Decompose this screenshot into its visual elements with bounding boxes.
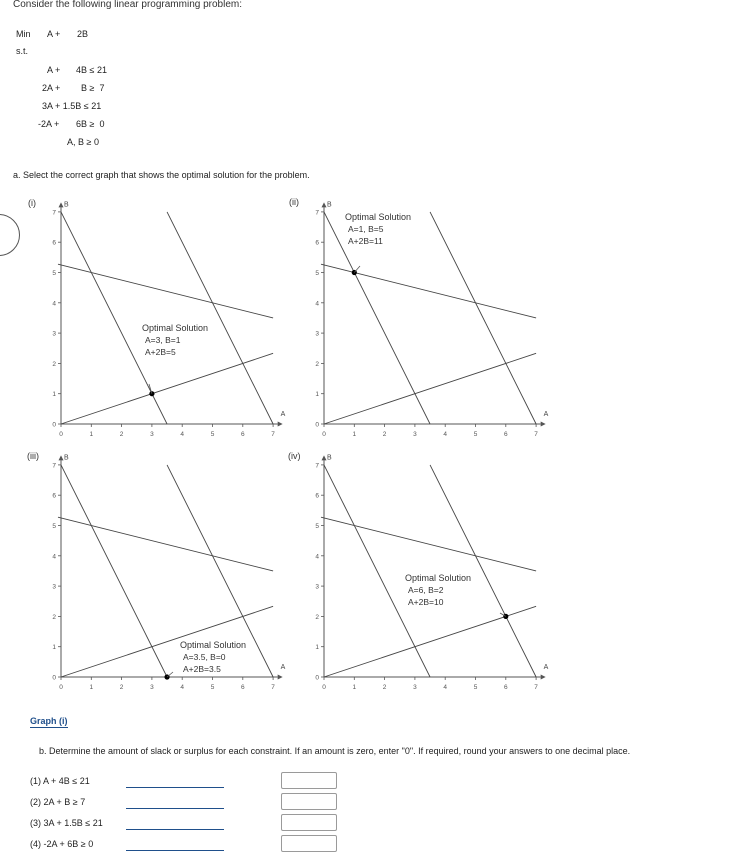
- x-tick-label: 5: [473, 684, 478, 691]
- constraint-line-1: [321, 517, 536, 571]
- y-tick-label: 2: [315, 613, 319, 621]
- x-tick-label: 1: [352, 431, 357, 438]
- x-tick-label: 1: [89, 431, 94, 438]
- y-tick-label: 0: [52, 674, 56, 682]
- slack-row-4-answer-box[interactable]: [281, 835, 337, 852]
- optimal-annotation-line-1: Optimal Solution: [180, 640, 247, 650]
- y-tick-label: 4: [315, 300, 319, 308]
- x-tick-label: 4: [443, 684, 448, 691]
- constraint-line-2: [61, 465, 167, 677]
- x-tick-label: 5: [210, 431, 215, 438]
- x-axis-arrow: [541, 675, 546, 680]
- constraint-4-lhs: -2A +: [38, 119, 60, 129]
- x-tick-label: 7: [534, 684, 538, 691]
- optimal-annotation-line-1: Optimal Solution: [142, 323, 209, 333]
- y-axis-label: B: [327, 454, 332, 462]
- graph-label-i: (i): [28, 198, 36, 208]
- y-tick-label: 4: [52, 553, 56, 561]
- constraint-line-1: [58, 264, 273, 318]
- selected-graph-link[interactable]: Graph (i): [30, 716, 68, 726]
- x-tick-label: 3: [150, 431, 154, 438]
- annotation-leader-line: [167, 672, 173, 677]
- x-tick-label: 5: [210, 684, 215, 691]
- x-tick-label: 0: [59, 684, 63, 691]
- y-axis-arrow: [322, 455, 327, 460]
- x-tick-label: 6: [503, 431, 508, 438]
- y-axis-arrow: [322, 202, 327, 207]
- slack-row-1-answer-box[interactable]: [281, 772, 337, 789]
- x-tick-label: 3: [150, 684, 154, 691]
- x-tick-label: 7: [534, 431, 538, 438]
- x-axis-label: A: [280, 411, 286, 418]
- y-tick-label: 3: [52, 583, 56, 591]
- x-axis-label: A: [280, 664, 286, 671]
- constraint-2-rhs: B ≥ 7: [81, 83, 105, 93]
- x-tick-label: 2: [382, 684, 387, 691]
- y-tick-label: 6: [52, 492, 56, 500]
- y-tick-label: 1: [52, 644, 56, 652]
- y-axis-label: B: [327, 201, 332, 209]
- slack-row-2-answer-box[interactable]: [281, 793, 337, 810]
- x-axis-label: A: [543, 664, 549, 671]
- slack-row-1-label: (1) A + 4B ≤ 21: [30, 776, 90, 786]
- optimal-annotation-line-3: A+2B=10: [408, 597, 444, 607]
- x-tick-label: 2: [119, 684, 124, 691]
- y-tick-label: 5: [315, 270, 319, 277]
- optimal-annotation-line-3: A+2B=11: [348, 236, 383, 246]
- y-tick-label: 7: [315, 209, 319, 217]
- x-axis-arrow: [278, 422, 283, 427]
- graph-i[interactable]: [52, 201, 285, 438]
- optimal-annotation-line-2: A=1, B=5: [348, 224, 384, 234]
- y-tick-label: 1: [315, 644, 319, 652]
- slack-row-3-input[interactable]: [126, 829, 224, 830]
- x-axis-arrow: [541, 422, 546, 427]
- x-axis-arrow: [278, 675, 283, 680]
- slack-row-3-label: (3) 3A + 1.5B ≤ 21: [30, 818, 103, 828]
- y-tick-label: 6: [315, 239, 319, 247]
- y-tick-label: 3: [315, 330, 319, 338]
- optimal-annotation-line-2: A=6, B=2: [408, 585, 444, 595]
- y-tick-label: 5: [52, 270, 56, 277]
- x-tick-label: 6: [240, 684, 245, 691]
- slack-row-2-input[interactable]: [126, 808, 224, 809]
- y-axis-label: B: [64, 201, 69, 209]
- y-axis-label: B: [64, 454, 69, 462]
- graph-iii[interactable]: [52, 454, 285, 691]
- x-tick-label: 0: [322, 684, 326, 691]
- constraint-4-rhs: 6B ≥ 0: [76, 119, 105, 129]
- constraint-line-4: [61, 353, 273, 424]
- x-tick-label: 7: [271, 684, 275, 691]
- x-tick-label: 4: [443, 431, 448, 438]
- y-tick-label: 4: [315, 553, 319, 561]
- y-tick-label: 4: [52, 300, 56, 308]
- slack-row-4-label: (4) -2A + 6B ≥ 0: [30, 839, 94, 849]
- y-tick-label: 7: [52, 462, 56, 470]
- problem-intro: Consider the following linear programming problem:: [13, 0, 242, 10]
- x-tick-label: 3: [413, 684, 417, 691]
- x-tick-label: 4: [180, 431, 185, 438]
- y-tick-label: 5: [52, 523, 56, 530]
- graph-iv[interactable]: [315, 454, 548, 691]
- y-tick-label: 3: [315, 583, 319, 591]
- constraint-line-3: [430, 212, 536, 424]
- slack-row-1-input[interactable]: [126, 787, 224, 788]
- y-tick-label: 6: [52, 239, 56, 247]
- x-tick-label: 3: [413, 431, 417, 438]
- graph-label-iii: (iii): [27, 451, 39, 461]
- objective-term-b: 2B: [77, 29, 89, 39]
- y-tick-label: 1: [315, 391, 319, 399]
- constraint-2-lhs: 2A +: [42, 83, 61, 93]
- optimal-annotation-line-1: Optimal Solution: [405, 573, 472, 583]
- constraint-1-lhs: A +: [47, 65, 61, 75]
- constraint-3: 3A + 1.5B ≤ 21: [42, 101, 102, 111]
- y-axis-arrow: [59, 202, 64, 207]
- graph-label-iv: (iv): [288, 451, 301, 461]
- x-tick-label: 5: [473, 431, 478, 438]
- subject-to-label: s.t.: [16, 46, 29, 56]
- constraint-line-3: [167, 212, 273, 424]
- slack-row-4-input[interactable]: [126, 850, 224, 851]
- y-axis-arrow: [59, 455, 64, 460]
- part-b-question: b. Determine the amount of slack or surplus for each constraint. If an amount is zero, enter "0". If required, round your answers to one decimal place.: [39, 746, 631, 756]
- constraint-line-2: [324, 465, 430, 677]
- graph-label-ii: (ii): [289, 197, 299, 207]
- constraint-line-4: [324, 353, 536, 424]
- y-tick-label: 5: [315, 523, 319, 530]
- y-tick-label: 0: [52, 421, 56, 429]
- x-tick-label: 6: [240, 431, 245, 438]
- optimal-annotation-line-2: A=3, B=1: [145, 335, 181, 345]
- slack-row-2-label: (2) 2A + B ≥ 7: [30, 797, 86, 807]
- constraint-line-1: [58, 517, 273, 571]
- y-tick-label: 2: [315, 360, 319, 368]
- x-tick-label: 2: [382, 431, 387, 438]
- x-tick-label: 1: [89, 684, 94, 691]
- objective-term-a: A +: [47, 29, 61, 39]
- part-a-question: a. Select the correct graph that shows the optimal solution for the problem.: [13, 170, 310, 180]
- y-tick-label: 0: [315, 421, 319, 429]
- x-tick-label: 0: [322, 431, 326, 438]
- x-tick-label: 0: [59, 431, 63, 438]
- y-tick-label: 7: [315, 462, 319, 470]
- y-tick-label: 7: [52, 209, 56, 217]
- y-tick-label: 1: [52, 391, 56, 399]
- x-tick-label: 4: [180, 684, 185, 691]
- y-tick-label: 6: [315, 492, 319, 500]
- optimal-annotation-line-3: A+2B=3.5: [183, 664, 221, 674]
- x-tick-label: 7: [271, 431, 275, 438]
- y-tick-label: 2: [52, 360, 56, 368]
- objective-min-label: Min: [16, 29, 31, 39]
- constraint-1-rhs: 4B ≤ 21: [76, 65, 107, 75]
- nonnegativity-constraint: A, B ≥ 0: [67, 137, 99, 147]
- graph-ii[interactable]: [315, 201, 548, 438]
- x-tick-label: 1: [352, 684, 357, 691]
- constraint-line-3: [430, 465, 536, 677]
- optimal-annotation-line-3: A+2B=5: [145, 347, 176, 357]
- y-tick-label: 3: [52, 330, 56, 338]
- slack-row-3-answer-box[interactable]: [281, 814, 337, 831]
- optimal-annotation-line-2: A=3.5, B=0: [183, 652, 226, 662]
- x-axis-label: A: [543, 411, 549, 418]
- y-tick-label: 0: [315, 674, 319, 682]
- x-tick-label: 2: [119, 431, 124, 438]
- optimal-annotation-line-1: Optimal Solution: [345, 212, 412, 222]
- x-tick-label: 6: [503, 684, 508, 691]
- annotation-leader-line: [354, 266, 360, 273]
- y-tick-label: 2: [52, 613, 56, 621]
